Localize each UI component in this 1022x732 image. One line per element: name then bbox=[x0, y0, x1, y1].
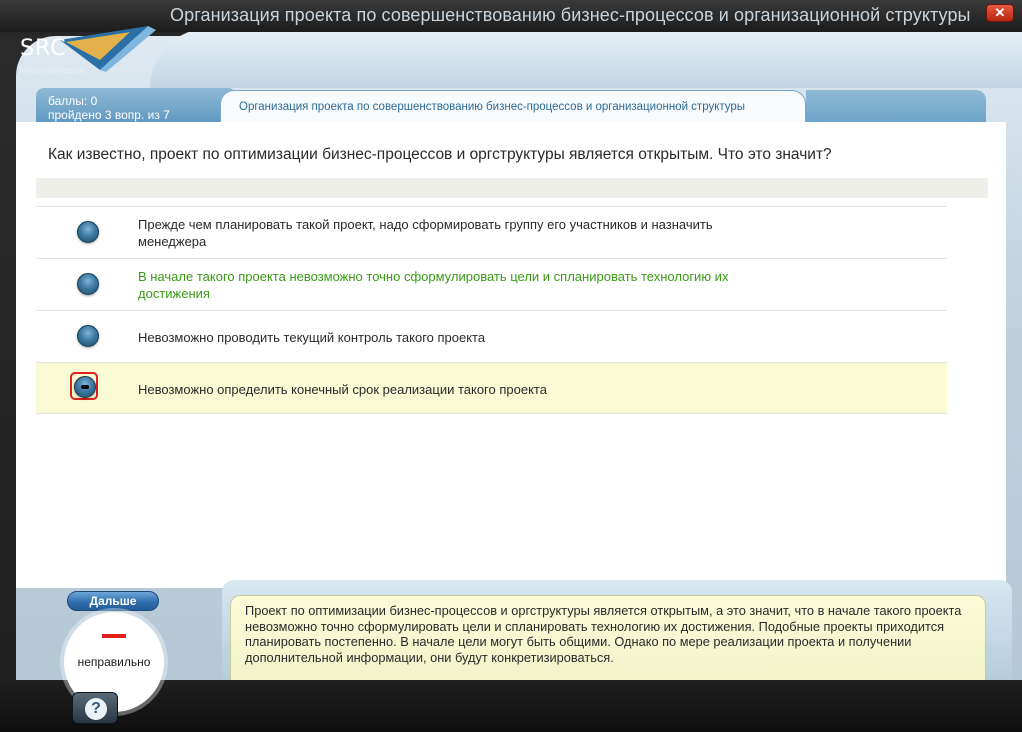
question-text: Как известно, проект по оптимизации бизнес-процессов и оргструктуры является открытым. Что это значит? bbox=[48, 146, 832, 163]
feedback-text: Проект по оптимизации бизнес-процессов и оргструктуры является открытым, а это значит, что в начале такого проекта невозможно точно сформулировать цели и спланировать технологию их достижения. Подобные проекты приходится планировать постепенно. В начале цели могут быть общими. Однако по мере реализации проекта и получении дополнительной информации, они будут конкретизироваться. bbox=[245, 603, 962, 665]
tab-topic-label: Организация проекта по совершенствованию бизнес-процессов и организационной структуры bbox=[239, 101, 746, 113]
score-progress: пройдено 3 вопр. из 7 bbox=[48, 108, 170, 122]
radio-button-icon bbox=[77, 221, 99, 243]
result-label: неправильно bbox=[77, 655, 151, 669]
radio-dot bbox=[81, 385, 89, 389]
minus-icon bbox=[102, 634, 126, 638]
answer-2-radio[interactable] bbox=[73, 269, 101, 297]
radio-button-checked-icon bbox=[74, 376, 96, 398]
answer-option-2[interactable] bbox=[36, 258, 947, 310]
help-question-icon: ? bbox=[85, 698, 107, 720]
help-button[interactable] bbox=[72, 692, 118, 724]
tab-topic[interactable] bbox=[220, 90, 806, 124]
close-button[interactable]: ✕ bbox=[986, 4, 1014, 22]
answer-3-radio[interactable] bbox=[73, 321, 101, 349]
answer-4-radio[interactable] bbox=[70, 372, 98, 400]
answer-3-text: Невозможно проводить текущий контроль такого проекта bbox=[138, 330, 486, 345]
answer-option-4[interactable] bbox=[36, 362, 947, 414]
answer-1-text: Прежде чем планировать такой проект, надо сформировать группу его участников и назначить менеджера bbox=[138, 217, 713, 249]
logo-subtitle: Мультимедиа bbox=[19, 66, 85, 76]
answer-option-3[interactable] bbox=[36, 310, 947, 362]
answer-2-text: В начале такого проекта невозможно точно сформулировать цели и спланировать технологию их достижения bbox=[138, 269, 729, 301]
answer-option-1[interactable] bbox=[36, 206, 947, 258]
logo bbox=[12, 26, 162, 82]
frame-swoosh bbox=[150, 28, 1022, 88]
answer-1-radio[interactable] bbox=[73, 217, 101, 245]
score-points: баллы: 0 bbox=[48, 94, 98, 108]
radio-button-icon bbox=[77, 325, 99, 347]
logo-text: SRC bbox=[20, 36, 67, 61]
question-panel bbox=[16, 122, 1006, 588]
tab-strip-fill bbox=[806, 90, 986, 124]
window-title: Организация проекта по совершенствованию бизнес-процессов и организационной структуры bbox=[170, 5, 971, 25]
radio-button-icon bbox=[77, 273, 99, 295]
question-divider bbox=[36, 178, 988, 198]
answer-4-text: Невозможно определить конечный срок реализации такого проекта bbox=[138, 382, 547, 397]
next-button[interactable]: Дальше bbox=[67, 591, 159, 611]
